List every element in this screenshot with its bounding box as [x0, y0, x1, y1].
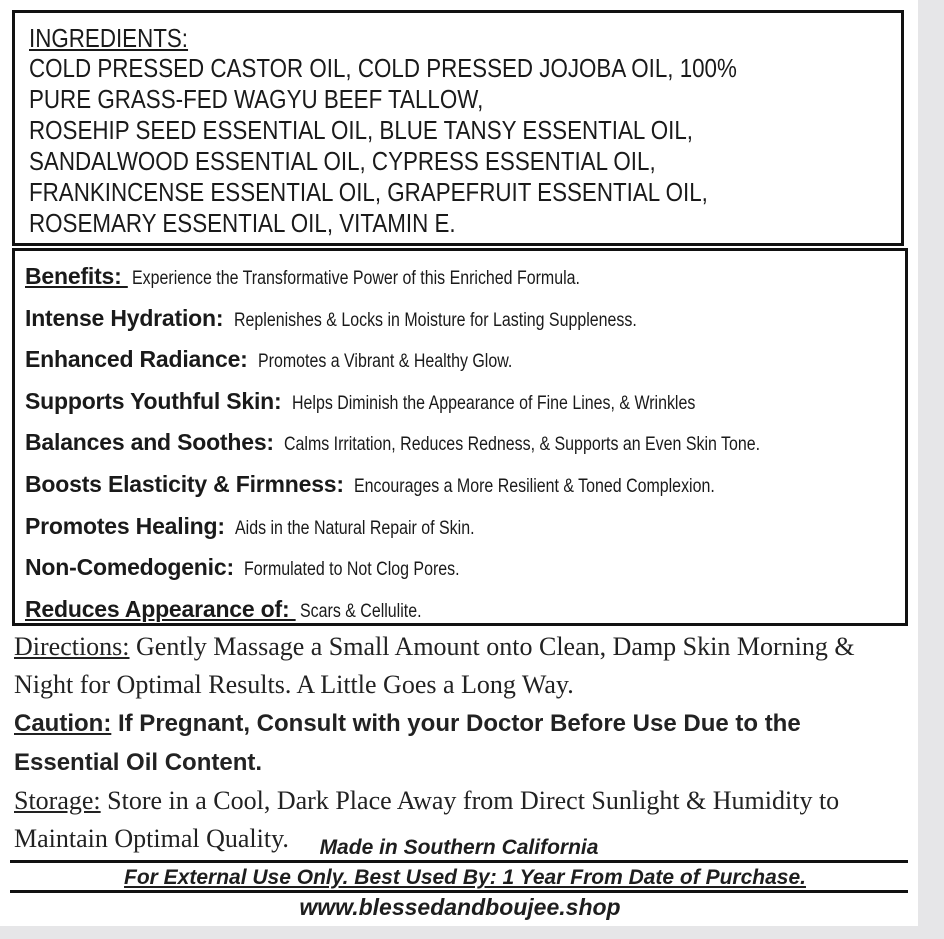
directions-paragraph [14, 628, 904, 704]
benefit-row [25, 554, 905, 596]
benefit-title: Boosts Elasticity & Firmness: [25, 470, 351, 497]
benefit-desc: Formulated to Not Clog Pores. [244, 559, 460, 581]
benefit-desc: Helps Diminish the Appearance of Fine Lines, & Wrinkles [291, 392, 696, 414]
caution-paragraph [14, 704, 904, 782]
ingredients-box [12, 10, 904, 246]
external-use-text: For External Use Only. Best Used By: 1 Year From Date of Purchase. [124, 866, 806, 889]
directions-label: Directions: [14, 632, 130, 661]
divider [10, 890, 908, 893]
benefit-row [25, 513, 905, 555]
benefit-row [25, 263, 905, 305]
benefit-row [25, 596, 905, 626]
benefit-row [25, 429, 905, 471]
benefit-title: Enhanced Radiance: [25, 346, 254, 373]
usage-section [14, 628, 904, 858]
benefit-title: Balances and Soothes: [25, 429, 281, 456]
storage-text: Store in a Cool, Dark Place Away from Direct Sunlight & Humidity to Maintain Optimal Quality. [14, 786, 840, 853]
benefit-title: Non-Comedogenic: [25, 554, 241, 581]
benefit-desc: Aids in the Natural Repair of Skin. [235, 517, 475, 539]
benefit-title: Benefits: [25, 263, 128, 289]
benefit-row [25, 346, 905, 388]
ingredients-list: COLD PRESSED CASTOR OIL, COLD PRESSED JOJOBA OIL, 100% PURE GRASS-FED WAGYU BEEF TALLOW, ROSEHIP SEED ESSENTIAL OIL, BLUE TANSY ESSENTIAL OIL, SANDALWOOD ESSENTIAL OIL, CYPRESS ESSENTIAL OIL, FRANKINCENSE ESSENTIAL OIL, GRAPEFRUIT ESSENTIAL OIL, ROSEMARY ESSENTIAL OIL, VITAMIN E. [29, 53, 737, 238]
benefit-desc: Replenishes & Locks in Moisture for Lasting Suppleness. [233, 309, 637, 331]
benefit-row [25, 388, 905, 430]
storage-label: Storage: [14, 786, 101, 815]
benefit-title: Supports Youthful Skin: [25, 387, 288, 414]
benefit-title: Intense Hydration: [25, 304, 230, 331]
benefit-desc: Calms Irritation, Reduces Redness, & Supports an Even Skin Tone. [284, 434, 761, 456]
website-url: www.blessedandboujee.shop [299, 894, 621, 920]
benefit-title: Promotes Healing: [25, 512, 231, 539]
divider [10, 860, 908, 863]
benefit-desc: Experience the Transformative Power of this Enriched Formula. [131, 268, 580, 289]
benefit-row [25, 471, 905, 513]
caution-label: Caution: [14, 710, 112, 737]
directions-text: Gently Massage a Small Amount onto Clean, Damp Skin Morning & Night for Optimal Results. A Little Goes a Long Way. [14, 632, 855, 699]
made-in-text: Made in Southern California [319, 836, 599, 859]
caution-text: If Pregnant, Consult with your Doctor Before Use Due to the Essential Oil Content. [14, 710, 801, 776]
benefit-desc: Encourages a More Resilient & Toned Complexion. [354, 475, 715, 497]
benefit-title: Reduces Appearance of: [25, 595, 296, 622]
benefit-row [25, 305, 905, 347]
benefit-desc: Scars & Cellulite. [299, 600, 422, 622]
benefit-desc: Promotes a Vibrant & Healthy Glow. [257, 351, 513, 373]
benefits-box [12, 248, 908, 626]
ingredients-heading: INGREDIENTS: [29, 23, 189, 53]
